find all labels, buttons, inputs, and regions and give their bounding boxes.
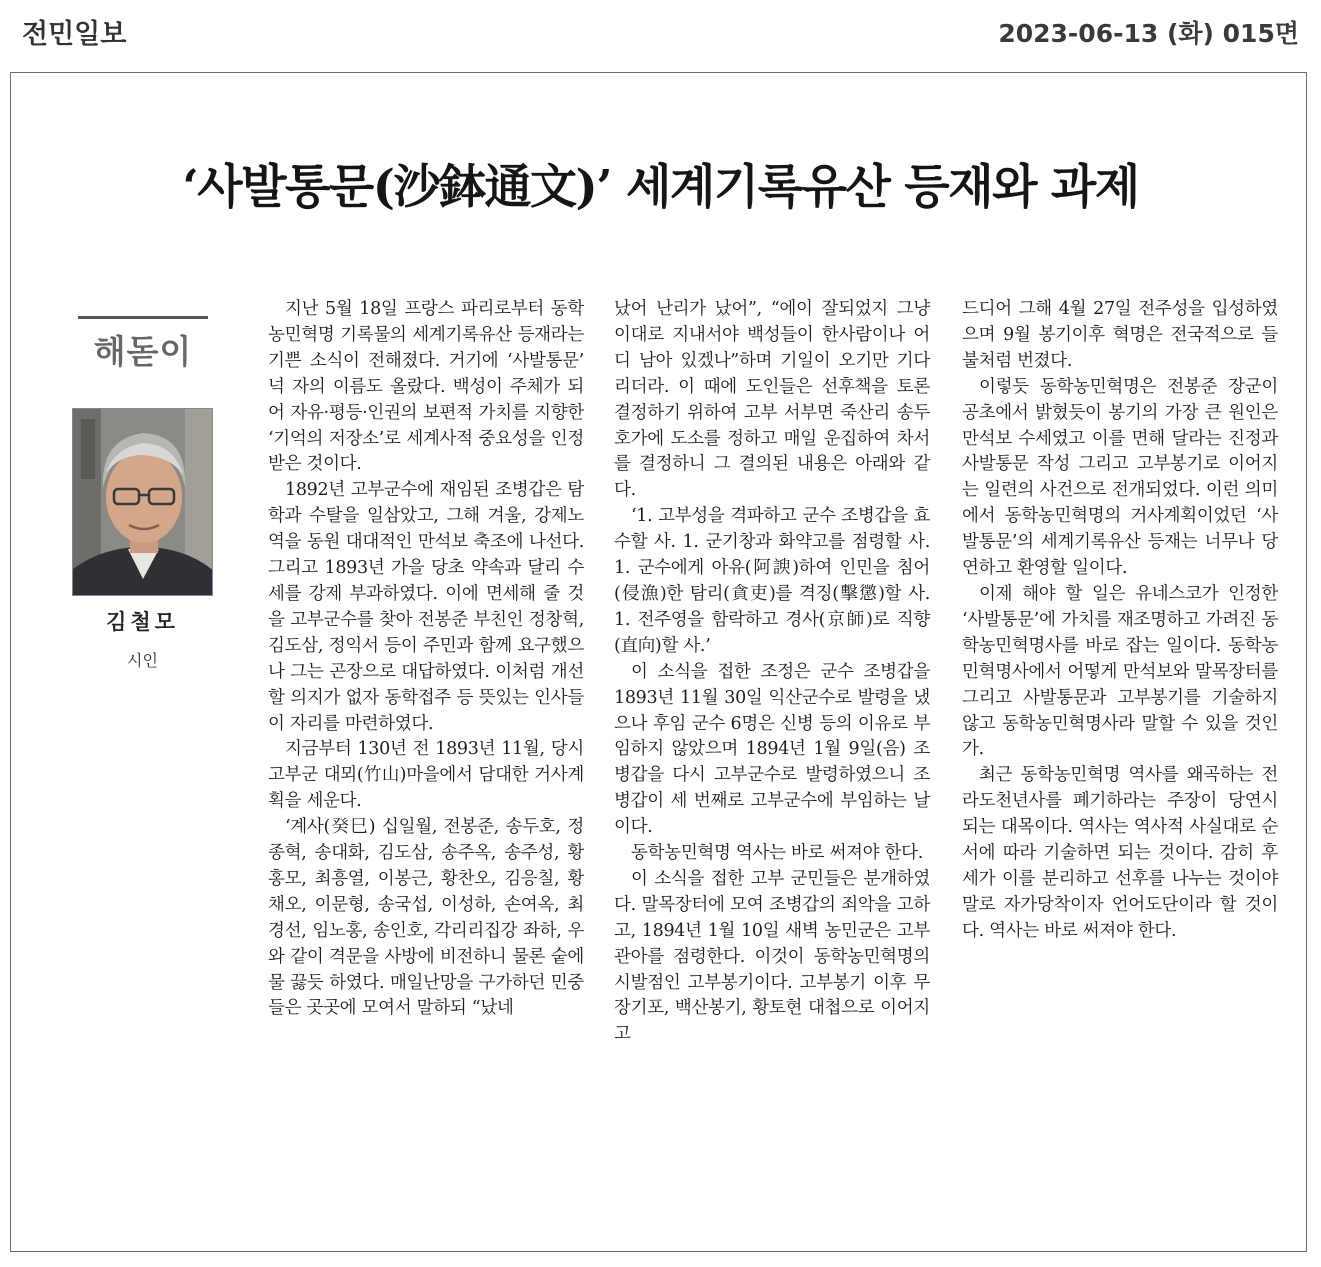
column-name: 해돋이 xyxy=(93,332,193,371)
author-role: 시인 xyxy=(127,651,158,670)
author-name: 김철모 xyxy=(106,610,179,634)
publication-dateline: 2023-06-13 (화) 015면 xyxy=(998,19,1299,48)
paragraph: ‘1. 고부성을 격파하고 군수 조병갑을 효수할 사. 1. 군기창과 화약고를 점령할 사. 1. 군수에게 아유(阿諛)하여 인민을 침어(侵漁)한 탐리(貪吏)를 격징(擊懲)할 사. 1. 전주영을 함락하고 경사(京師)로 직향(直向)할 사.’ xyxy=(614,506,930,656)
paragraph: 드디어 그해 4월 27일 전주성을 입성하였으며 9월 봉기이후 혁명은 전국적으로 들불처럼 번졌다. xyxy=(962,299,1278,371)
paragraph: 이 소식을 접한 고부 군민들은 분개하였다. 말목장터에 모여 조병갑의 죄악을 고하고, 1894년 1월 10일 새벽 농민군은 고부관아를 점령한다. 이것이 동학농민혁명의 시발점인 고부봉기이다. 고부봉기 이후 무장기포, 백산봉기, 황토현 대첩으로 이어지고 xyxy=(614,868,930,1045)
column-name-rule xyxy=(78,316,208,319)
author-photo xyxy=(72,408,213,596)
paragraph: 이제 해야 할 일은 유네스코가 인정한 ‘사발통문’에 가치를 재조명하고 가려진 동학농민혁명사를 바로 잡는 일이다. 동학농민혁명사에서 어떻게 만석보와 말목장터를 그리고 사발통문과 고부봉기를 기술하지 않고 동학농민혁명사라 말할 수 있을 것인가. xyxy=(962,583,1278,760)
newspaper-masthead: 전민일보 xyxy=(22,19,127,50)
article-headline: ‘사발통문(沙鉢通文)’ 세계기록유산 등재와 과제 xyxy=(182,160,1139,215)
article-column-3 xyxy=(962,297,1278,945)
paragraph: 지난 5월 18일 프랑스 파리로부터 동학농민혁명 기록물의 세계기록유산 등재라는 기쁜 소식이 전해졌다. 거기에 ‘사발통문’ 넉 자의 이름도 올랐다. 백성이 주체가 되어 자유·평등·인권의 보편적 가치를 지향한 ‘기억의 저장소’로 세계사적 중요성을 인정받은 것이다. xyxy=(268,299,584,475)
author-portrait-image xyxy=(73,409,213,596)
article-column-2 xyxy=(614,297,930,1048)
paragraph: 났어 난리가 났어”, “에이 잘되었지 그냥 이대로 지내서야 백성들이 한사람이나 어디 남아 있겠나”하며 기일이 오기만 기다리더라. 이 때에 도인들은 선후책을 토론 결정하기 위하여 고부 서부면 죽산리 송두호가에 도소를 정하고 매일 운집하여 차서를 결정하니 그 결의된 내용은 아래와 같다. xyxy=(614,299,930,501)
paragraph: 이렇듯 동학농민혁명은 전봉준 장군이 공초에서 밝혔듯이 봉기의 가장 큰 원인은 만석보 수세였고 이를 면해 달라는 진정과 사발통문 작성 그리고 고부봉기로 이어지는 일련의 사건으로 전개되었다. 이런 의미에서 동학농민혁명의 거사계획이었던 ‘사발통문’의 세계기록유산 등재는 너무나 당연하고 환영할 일이다. xyxy=(962,376,1278,579)
paragraph: 1892년 고부군수에 재임된 조병갑은 탐학과 수탈을 일삼았고, 그해 겨울, 강제노역을 동원 대대적인 만석보 축조에 나선다. 그리고 1893년 가을 당초 약속과 달리 수세를 강제 부과하였다. 이에 면세해 줄 것을 고부군수를 찾아 전봉준 부친인 정창혁, 김도삼, 정익서 등이 주민과 함께 요구했으나 그는 곤장으로 대답하였다. 이처럼 개선할 의지가 없자 동학접주 등 뜻있는 인사들이 자리를 마련하였다. xyxy=(268,480,584,734)
paragraph: 이 소식을 접한 조정은 군수 조병갑을 1893년 11월 30일 익산군수로 발령을 냈으나 후임 군수 6명은 신병 등의 이유로 부임하지 않았으며 1894년 1월 9일(음) 조병갑을 다시 고부군수로 발령하였으니 조병갑이 세 번째로 고부군수에 부임하는 날이다. xyxy=(614,661,930,838)
paragraph: ‘계사(癸巳) 십일월, 전봉준, 송두호, 정종혁, 송대화, 김도삼, 송주옥, 송주성, 황홍모, 최흥열, 이봉근, 황찬오, 김응칠, 황채오, 이문형, 송국섭, 이성하, 손여옥, 최경선, 임노홍, 송인호, 각리리집강 좌하, 우와 같이 격문을 사방에 비전하니 물론 숱에 물 끓듯 하였다. 매일난망을 구가하던 민중들은 곳곳에 모여서 말하되 “났네 xyxy=(268,817,584,1019)
article-column-1 xyxy=(268,297,584,1022)
paragraph: 지금부터 130년 전 1893년 11월, 당시 고부군 대뫼(竹山)마을에서 담대한 거사계획을 세운다. xyxy=(268,739,584,812)
paragraph: 최근 동학농민혁명 역사를 왜곡하는 전라도천년사를 폐기하라는 주장이 당연시 되는 대목이다. 역사는 역사적 사실대로 순서에 따라 기술하면 되는 것이다. 감히 후세가 이를 분리하고 선후를 나누는 것이야말로 자가당착이자 언어도단이라 할 것이다. 역사는 바로 써져야 한다. xyxy=(962,765,1278,941)
paragraph: 동학농민혁명 역사는 바로 써져야 한다. xyxy=(631,843,923,864)
